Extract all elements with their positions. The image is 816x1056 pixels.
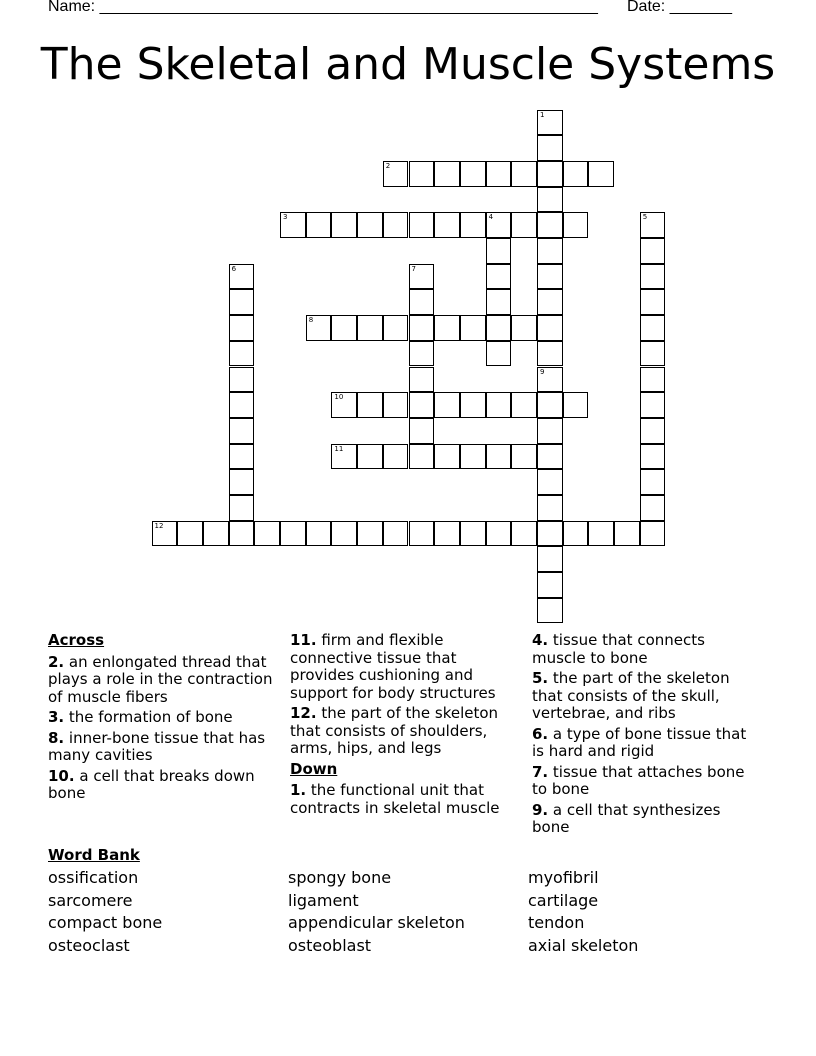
down-clue-9: 9. a cell that synthesizes bone (532, 800, 721, 836)
word-bank-item: tendon (528, 913, 585, 932)
crossword-cell[interactable] (640, 444, 666, 470)
crossword-cell[interactable] (203, 521, 229, 547)
crossword-cell[interactable] (537, 110, 563, 136)
crossword-cell[interactable] (486, 212, 512, 238)
crossword-cell[interactable] (409, 289, 435, 315)
crossword-cell[interactable] (563, 161, 589, 187)
crossword-cell[interactable] (229, 444, 255, 470)
crossword-cell[interactable] (537, 238, 563, 264)
clue-number: 6 (231, 264, 237, 273)
crossword-cell[interactable] (331, 444, 357, 470)
crossword-cell[interactable] (537, 289, 563, 315)
clue-number: 3 (283, 213, 288, 222)
crossword-cell[interactable] (486, 521, 512, 547)
crossword-cell[interactable] (357, 315, 383, 341)
crossword-cell[interactable] (588, 521, 614, 547)
clue-number: 11 (334, 444, 344, 453)
crossword-cell[interactable] (511, 444, 537, 470)
crossword-cell[interactable] (331, 212, 357, 238)
crossword-cell[interactable] (640, 212, 666, 238)
crossword-cell[interactable] (486, 444, 512, 470)
across-clue-11: 11. firm and flexible connective tissue that provides cushioning and support for body structures (290, 631, 496, 702)
crossword-cell[interactable] (306, 315, 332, 341)
date-field-label: Date: _______ (627, 0, 732, 15)
crossword-cell[interactable] (486, 392, 512, 418)
down-clue-4: 4. tissue that connects muscle to bone (532, 631, 705, 667)
word-bank-item: appendicular skeleton (288, 913, 465, 932)
crossword-cell[interactable] (460, 521, 486, 547)
crossword-cell[interactable] (434, 315, 460, 341)
crossword-cell[interactable] (640, 469, 666, 495)
crossword-cell[interactable] (409, 418, 435, 444)
crossword-cell[interactable] (486, 264, 512, 290)
crossword-cell[interactable] (563, 392, 589, 418)
crossword-cell[interactable] (640, 264, 666, 290)
crossword-cell[interactable] (460, 444, 486, 470)
clue-number: 2 (385, 161, 391, 170)
crossword-cell[interactable] (511, 212, 537, 238)
crossword-cell[interactable] (486, 341, 512, 367)
across-clue-3: 3. the formation of bone (48, 708, 233, 726)
word-bank-item: axial skeleton (528, 935, 639, 955)
word-bank-item: spongy bone (288, 868, 392, 887)
crossword-cell[interactable] (563, 212, 589, 238)
clue-number: 8 (308, 316, 314, 325)
crossword-cell[interactable] (229, 469, 255, 495)
crossword-cell[interactable] (357, 521, 383, 547)
crossword-cell[interactable] (229, 521, 255, 547)
clue-number: 1 (540, 110, 545, 119)
crossword-cell[interactable] (511, 392, 537, 418)
clue-number: 4 (488, 213, 494, 222)
crossword-cell[interactable] (229, 264, 255, 290)
across-clue-8: 8. inner-bone tissue that has many cavities (48, 728, 266, 764)
down-clue-7: 7. tissue that attaches bone to bone (532, 762, 745, 798)
crossword-cell[interactable] (409, 444, 435, 470)
crossword-cell[interactable] (563, 521, 589, 547)
crossword-cell[interactable] (434, 212, 460, 238)
clues-column-1 (48, 632, 276, 806)
crossword-cell[interactable] (280, 212, 306, 238)
crossword-cell[interactable] (177, 521, 203, 547)
clues-column-2 (290, 632, 518, 820)
crossword-cell[interactable] (409, 341, 435, 367)
crossword-cell[interactable] (357, 392, 383, 418)
crossword-cell[interactable] (486, 161, 512, 187)
crossword-cell[interactable] (537, 392, 563, 418)
name-field-label: Name: ________________________________________________________ (48, 0, 598, 15)
crossword-cell[interactable] (434, 444, 460, 470)
clue-number: 9 (540, 367, 545, 376)
crossword-cell[interactable] (537, 264, 563, 290)
crossword-cell[interactable] (537, 598, 563, 624)
crossword-cell[interactable] (640, 418, 666, 444)
down-heading: Down (290, 759, 338, 778)
crossword-cell[interactable] (383, 212, 409, 238)
crossword-cell[interactable] (460, 212, 486, 238)
crossword-cell[interactable] (640, 341, 666, 367)
crossword-cell[interactable] (511, 315, 537, 341)
crossword-cell[interactable] (640, 521, 666, 547)
crossword-cell[interactable] (537, 367, 563, 393)
crossword-cell[interactable] (229, 418, 255, 444)
crossword-cell[interactable] (152, 521, 178, 547)
crossword-cell[interactable] (383, 392, 409, 418)
crossword-cell[interactable] (640, 367, 666, 393)
crossword-cell[interactable] (409, 521, 435, 547)
crossword-cell[interactable] (460, 392, 486, 418)
crossword-cell[interactable] (306, 212, 332, 238)
crossword-cell[interactable] (434, 521, 460, 547)
across-clue-12: 12. the part of the skeleton that consists of shoulders, arms, hips, and legs (290, 704, 499, 757)
clue-number: 7 (411, 264, 416, 273)
down-clue-6: 6. a type of bone tissue that is hard and rigid (532, 724, 747, 760)
crossword-cell[interactable] (537, 341, 563, 367)
crossword-cell[interactable] (537, 212, 563, 238)
crossword-cell[interactable] (409, 367, 435, 393)
crossword-cell[interactable] (486, 315, 512, 341)
crossword-cell[interactable] (229, 367, 255, 393)
down-clue-5: 5. the part of the skeleton that consists of the skull, vertebrae, and ribs (532, 669, 730, 722)
crossword-cell[interactable] (357, 444, 383, 470)
crossword-cell[interactable] (434, 161, 460, 187)
crossword-cell[interactable] (537, 572, 563, 598)
word-bank-column-3 (528, 867, 638, 957)
crossword-cell[interactable] (280, 521, 306, 547)
crossword-cell[interactable] (331, 392, 357, 418)
crossword-cell[interactable] (331, 521, 357, 547)
crossword-cell[interactable] (331, 315, 357, 341)
crossword-cell[interactable] (306, 521, 332, 547)
word-bank-item: sarcomere (48, 890, 133, 910)
crossword-cell[interactable] (537, 315, 563, 341)
crossword-cell[interactable] (511, 161, 537, 187)
crossword-cell[interactable] (537, 418, 563, 444)
crossword-cell[interactable] (409, 264, 435, 290)
crossword-cell[interactable] (486, 238, 512, 264)
crossword-cell[interactable] (511, 521, 537, 547)
crossword-cell[interactable] (537, 521, 563, 547)
word-bank-item: osteoblast (288, 935, 372, 955)
word-bank-item: myofibril (528, 868, 599, 887)
across-clue-2: 2. an enlongated thread that plays a role in the contraction of muscle fibers (48, 652, 273, 706)
crossword-cell[interactable] (409, 161, 435, 187)
crossword-cell[interactable] (254, 521, 280, 547)
crossword-cell[interactable] (434, 392, 460, 418)
crossword-cell[interactable] (409, 392, 435, 418)
word-bank-item: osteoclast (48, 935, 130, 955)
crossword-cell[interactable] (383, 161, 409, 187)
crossword-cell[interactable] (640, 392, 666, 418)
word-bank-item: compact bone (48, 913, 163, 932)
crossword-cell[interactable] (640, 495, 666, 521)
crossword-cell[interactable] (357, 212, 383, 238)
crossword-cell[interactable] (537, 161, 563, 187)
word-bank-heading: Word Bank (48, 846, 140, 864)
crossword-cell[interactable] (537, 135, 563, 161)
word-bank-column-2 (288, 867, 465, 957)
clue-number: 5 (642, 213, 648, 222)
crossword-cell[interactable] (614, 521, 640, 547)
clues-column-3 (532, 632, 760, 840)
page-title: The Skeletal and Muscle Systems (40, 39, 776, 90)
crossword-cell[interactable] (383, 315, 409, 341)
across-clue-10: 10. a cell that breaks down bone (48, 766, 255, 802)
clue-number: 10 (334, 393, 344, 402)
crossword-cell[interactable] (640, 238, 666, 264)
crossword-cell[interactable] (537, 495, 563, 521)
across-heading: Across (48, 631, 105, 649)
crossword-cell[interactable] (229, 315, 255, 341)
crossword-cell[interactable] (229, 392, 255, 418)
down-clue-1: 1. the functional unit that contracts in skeletal muscle (290, 781, 500, 817)
word-bank-column-1 (48, 867, 162, 957)
clue-number: 12 (154, 521, 164, 530)
crossword-cell[interactable] (640, 289, 666, 315)
crossword-cell[interactable] (537, 469, 563, 495)
crossword-cell[interactable] (229, 495, 255, 521)
crossword-cell[interactable] (460, 161, 486, 187)
crossword-cell[interactable] (537, 444, 563, 470)
word-bank-item: cartilage (528, 890, 599, 910)
crossword-cell[interactable] (383, 521, 409, 547)
crossword-cell[interactable] (229, 289, 255, 315)
crossword-cell[interactable] (588, 161, 614, 187)
crossword-cell[interactable] (640, 315, 666, 341)
crossword-cell[interactable] (409, 315, 435, 341)
crossword-cell[interactable] (383, 444, 409, 470)
crossword-cell[interactable] (409, 212, 435, 238)
crossword-cell[interactable] (537, 187, 563, 213)
crossword-cell[interactable] (486, 289, 512, 315)
crossword-cell[interactable] (460, 315, 486, 341)
crossword-cell[interactable] (229, 341, 255, 367)
word-bank-item: ossification (48, 868, 139, 887)
crossword-cell[interactable] (537, 546, 563, 572)
word-bank-item: ligament (288, 890, 359, 910)
